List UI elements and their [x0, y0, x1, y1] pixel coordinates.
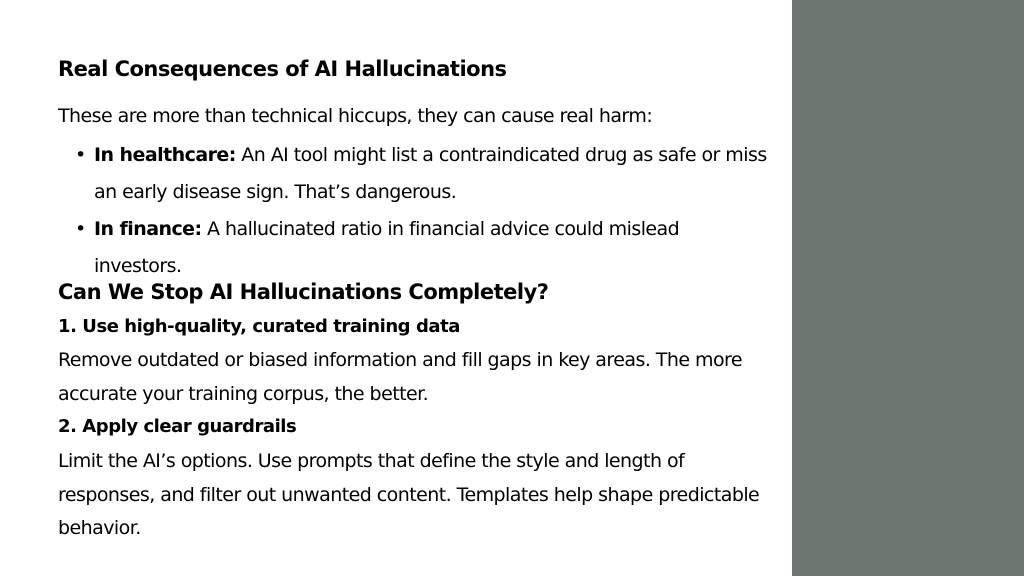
bullet-label-finance: In finance: — [94, 218, 202, 240]
bullet-text-healthcare: An AI tool might list a contraindicated drug as safe or miss an early disease sign. That’s dangerous. — [94, 144, 767, 203]
bullet-label-healthcare: In healthcare: — [94, 144, 236, 166]
consequences-list — [58, 137, 770, 285]
step-heading-1: 1. Use high-quality, curated training data — [58, 316, 460, 337]
step-body-2: Limit the AI’s options. Use prompts that define the style and length of responses, and filter out unwanted content. Templates help shape predictable behavior. — [58, 450, 760, 539]
step-body-1: Remove outdated or biased information and fill gaps in key areas. The more accurate your training corpus, the better. — [58, 349, 743, 405]
list-item-healthcare — [58, 137, 770, 211]
section-title-consequences: Real Consequences of AI Hallucinations — [58, 57, 507, 81]
bullet-marker: • — [75, 144, 86, 166]
step-heading-2: 2. Apply clear guardrails — [58, 416, 297, 437]
bullet-marker: • — [75, 218, 86, 240]
bullet-text-finance: A hallucinated ratio in financial advice could mislead investors. — [94, 218, 680, 277]
intro-text: These are more than technical hiccups, they can cause real harm: — [58, 105, 653, 127]
section-title-stop-hallucinations: Can We Stop AI Hallucinations Completely? — [58, 280, 549, 304]
list-item-finance — [58, 211, 770, 285]
side-panel — [792, 0, 1024, 576]
